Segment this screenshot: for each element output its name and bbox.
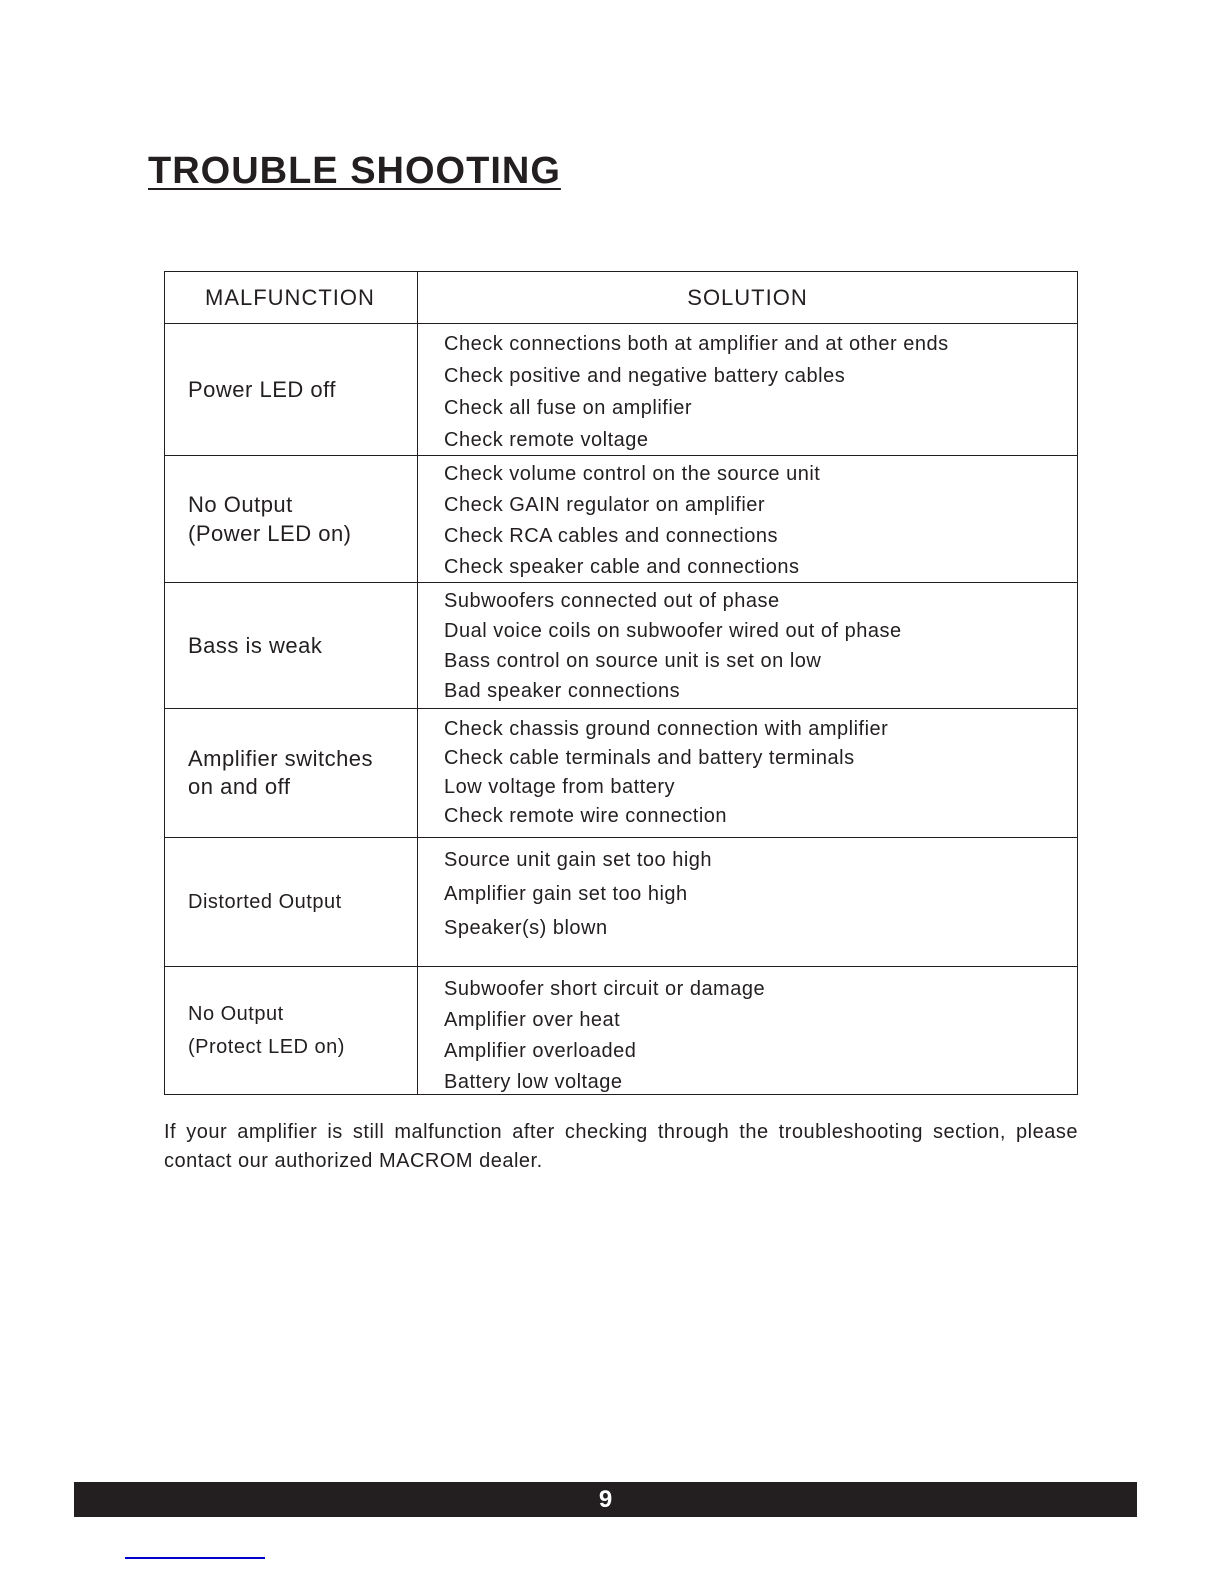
solution-cell bbox=[418, 324, 1077, 455]
page-title: TROUBLE SHOOTING bbox=[148, 150, 561, 192]
table-row bbox=[165, 582, 1077, 708]
malfunction-text: Bass is weak bbox=[188, 632, 323, 658]
solution-item: Bass control on source unit is set on low bbox=[444, 650, 822, 672]
link-underline bbox=[125, 1557, 265, 1559]
solution-item: Check GAIN regulator on amplifier bbox=[444, 494, 766, 516]
solution-item: Source unit gain set too high bbox=[444, 849, 713, 871]
malfunction-cell bbox=[165, 967, 418, 1094]
solution-item: Low voltage from battery bbox=[444, 776, 675, 798]
table-header bbox=[165, 272, 1077, 323]
malfunction-cell bbox=[165, 324, 418, 455]
solution-item: Check cable terminals and battery terminals bbox=[444, 747, 855, 769]
table-row bbox=[165, 455, 1077, 582]
table-row bbox=[165, 837, 1077, 966]
solution-item: Check RCA cables and connections bbox=[444, 525, 778, 547]
solution-item: Amplifier gain set too high bbox=[444, 883, 688, 905]
malfunction-text: (Protect LED on) bbox=[188, 1035, 345, 1058]
solution-item: Check remote voltage bbox=[444, 429, 649, 451]
solution-cell bbox=[418, 456, 1077, 582]
solution-item: Amplifier overloaded bbox=[444, 1040, 637, 1062]
solution-item: Battery low voltage bbox=[444, 1071, 623, 1093]
solution-item: Check remote wire connection bbox=[444, 805, 728, 827]
solution-item: Subwoofers connected out of phase bbox=[444, 590, 780, 612]
malfunction-cell bbox=[165, 456, 418, 582]
table-row bbox=[165, 708, 1077, 837]
malfunction-text: (Power LED on) bbox=[188, 521, 352, 546]
malfunction-text: No Output bbox=[188, 492, 293, 517]
malfunction-cell bbox=[165, 583, 418, 708]
solution-item: Check speaker cable and connections bbox=[444, 556, 800, 578]
header-malfunction: MALFUNCTION bbox=[165, 272, 418, 323]
solution-item: Amplifier over heat bbox=[444, 1009, 621, 1031]
solution-cell bbox=[418, 709, 1077, 837]
solution-item: Check positive and negative battery cables bbox=[444, 365, 846, 387]
solution-cell bbox=[418, 967, 1077, 1094]
header-solution: SOLUTION bbox=[687, 284, 808, 310]
solution-item: Speaker(s) blown bbox=[444, 917, 608, 939]
solution-item: Subwoofer short circuit or damage bbox=[444, 978, 766, 1000]
solution-item: Check chassis ground connection with amplifier bbox=[444, 718, 889, 740]
page-footer bbox=[74, 1482, 1137, 1517]
malfunction-cell bbox=[165, 709, 418, 837]
malfunction-text: Distorted Output bbox=[188, 890, 342, 913]
solution-item: Check connections both at amplifier and at other ends bbox=[444, 333, 949, 355]
table-row bbox=[165, 966, 1077, 1094]
troubleshooting-table bbox=[164, 271, 1078, 1095]
malfunction-cell bbox=[165, 838, 418, 966]
malfunction-text: Amplifier switches bbox=[188, 746, 374, 771]
table-row bbox=[165, 323, 1077, 455]
page-number: 9 bbox=[598, 1486, 613, 1513]
contact-note: If your amplifier is still malfunction after checking through the troubleshooting section, please contact our authorized MACROM dealer. bbox=[164, 1121, 1078, 1172]
solution-item: Check volume control on the source unit bbox=[444, 463, 821, 485]
malfunction-text: on and off bbox=[188, 774, 291, 799]
solution-cell bbox=[418, 838, 1077, 966]
malfunction-text: No Output bbox=[188, 1002, 284, 1025]
malfunction-text: Power LED off bbox=[188, 376, 336, 402]
solution-item: Dual voice coils on subwoofer wired out of phase bbox=[444, 620, 902, 642]
solution-item: Check all fuse on amplifier bbox=[444, 397, 693, 419]
solution-cell bbox=[418, 583, 1077, 708]
solution-item: Bad speaker connections bbox=[444, 680, 681, 702]
